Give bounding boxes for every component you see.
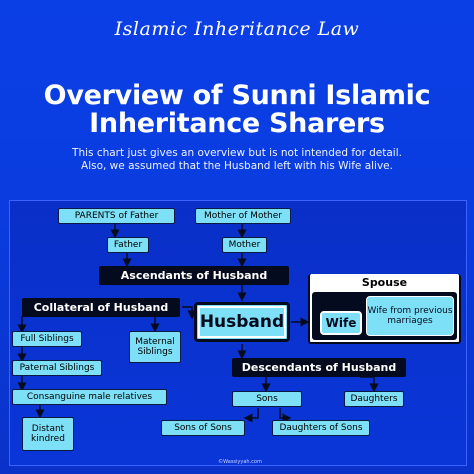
node-sons-label: Sons	[256, 394, 278, 404]
node-daughters-of-sons	[272, 420, 370, 436]
node-wife-label: Wife	[325, 316, 357, 330]
node-husband-label: Husband	[199, 312, 285, 332]
title-line-1: Overview of Sunni Islamic	[43, 80, 431, 111]
node-mother-of-mother-label: Mother of Mother	[204, 211, 282, 221]
connector-coll-husband	[182, 307, 192, 318]
node-consanguine-label: Consanguine male relatives	[26, 392, 153, 402]
node-collateral-label: Collateral of Husband	[33, 300, 169, 314]
node-parents-of-father-label: PARENTS of Father	[74, 211, 159, 221]
title-line-2: Inheritance Sharers	[89, 108, 385, 139]
connector-sons-sonsofsons	[245, 408, 258, 418]
node-parents-of-father	[58, 208, 175, 224]
node-maternal-siblings	[129, 331, 181, 363]
node-full-siblings	[12, 331, 82, 347]
node-paternal-siblings	[12, 360, 102, 376]
node-husband	[194, 302, 290, 342]
node-maternal-siblings-label: Maternal Siblings	[135, 337, 175, 357]
node-sons	[232, 391, 302, 407]
node-paternal-siblings-label: Paternal Siblings	[19, 363, 95, 373]
subtitle-line-2: Also, we assumed that the Husband left with his Wife alive.	[81, 160, 393, 172]
node-descendants	[232, 358, 406, 377]
node-sons-of-sons	[161, 420, 245, 436]
watermark: ©Wassiyyah.com	[218, 459, 262, 465]
node-descendants-label: Descendants of Husband	[241, 360, 397, 374]
connector-sons-daughtersofsons	[280, 408, 290, 418]
node-sons-of-sons-label: Sons of Sons	[174, 423, 232, 433]
node-ascendants	[99, 266, 289, 285]
node-spouse	[310, 274, 459, 292]
node-father	[107, 237, 149, 253]
script-title: Islamic Inheritance Law	[114, 18, 360, 40]
node-mother-of-mother	[195, 208, 291, 224]
subtitle-line-1: This chart just gives an overview but is not intended for detail.	[72, 147, 402, 159]
node-distant-kindred-label: Distant kindred	[31, 424, 65, 444]
node-wife	[320, 311, 362, 335]
node-collateral	[22, 298, 180, 317]
node-daughters-label: Daughters	[350, 394, 398, 404]
node-full-siblings-label: Full Siblings	[20, 334, 74, 344]
node-distant-kindred	[22, 417, 74, 451]
node-spouse-label: Spouse	[361, 276, 408, 289]
node-mother-label: Mother	[228, 240, 261, 250]
node-wife-previous-label: Wife from previous marriages	[367, 306, 453, 326]
node-wife-previous	[366, 296, 454, 336]
node-ascendants-label: Ascendants of Husband	[120, 268, 268, 282]
node-consanguine	[12, 389, 167, 405]
connector-desc-daughters	[360, 377, 374, 391]
node-daughters	[344, 391, 404, 407]
node-father-label: Father	[113, 240, 143, 250]
node-daughters-of-sons-label: Daughters of Sons	[279, 423, 363, 433]
node-mother	[222, 237, 267, 253]
